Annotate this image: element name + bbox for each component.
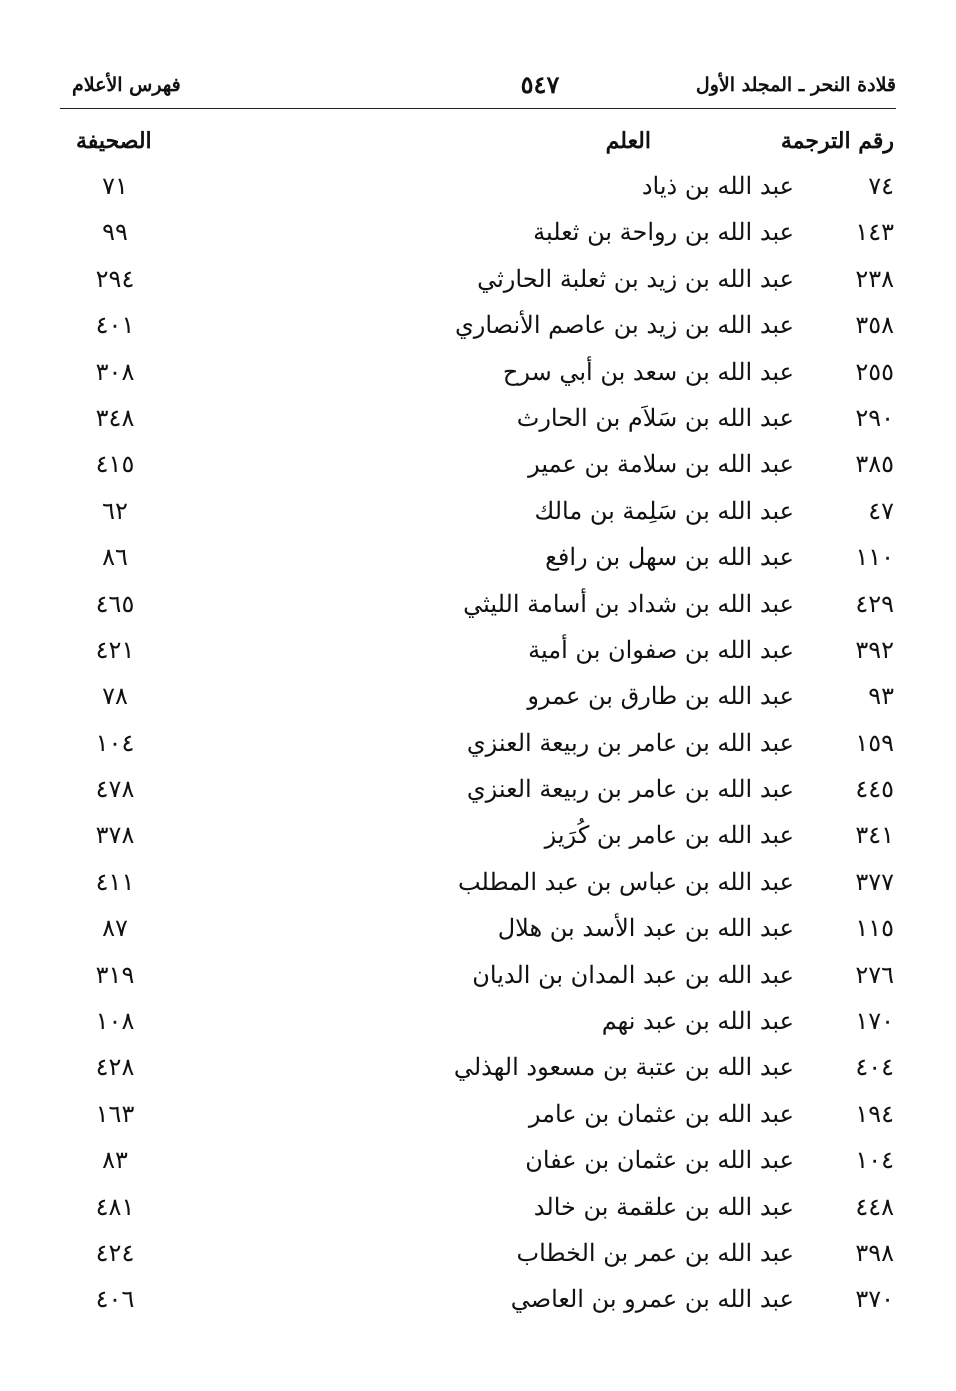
- person-name: عبد الله بن صفوان بن أمية: [528, 635, 794, 664]
- table-row: [60, 495, 896, 541]
- entry-number: ١٩٤: [855, 1099, 894, 1128]
- index-table: [60, 170, 896, 1330]
- entry-number: ٣٥٨: [855, 311, 894, 340]
- column-heading-name: العلم: [605, 128, 651, 154]
- person-name: عبد الله بن عمر بن الخطاب: [516, 1238, 794, 1267]
- table-row: [60, 216, 896, 262]
- entry-number: ٤٧: [868, 496, 894, 525]
- table-row: [60, 1051, 896, 1097]
- person-name: عبد الله بن سَلاَم بن الحارث: [516, 403, 794, 432]
- entry-number: ٣٧٠: [855, 1285, 894, 1314]
- table-row: [60, 1005, 896, 1051]
- page-reference: ٨٧: [102, 914, 128, 943]
- person-name: عبد الله بن عباس بن عبد المطلب: [457, 867, 794, 896]
- book-title: قلادة النحر ـ المجلد الأول: [695, 74, 896, 96]
- page-reference: ٩٩: [102, 218, 128, 247]
- person-name: عبد الله بن عامر بن ربيعة العنزي: [466, 775, 794, 804]
- page-reference: ٤٢٤: [95, 1238, 135, 1267]
- entry-number: ٢٧٦: [855, 960, 894, 989]
- page-reference: ١٠٤: [95, 728, 135, 757]
- table-row: [60, 541, 896, 587]
- entry-number: ١٠٤: [855, 1146, 894, 1175]
- table-row: [60, 819, 896, 865]
- running-header: [60, 70, 896, 104]
- page-reference: ٤٠٦: [95, 1285, 135, 1314]
- table-row: [60, 634, 896, 680]
- table-row: [60, 356, 896, 402]
- entry-number: ٣٨٥: [855, 450, 894, 479]
- person-name: عبد الله بن شداد بن أسامة الليثي: [463, 589, 794, 618]
- page-reference: ٤٧٨: [95, 775, 135, 804]
- page-reference: ٤٨١: [95, 1192, 135, 1221]
- table-row: [60, 959, 896, 1005]
- person-name: عبد الله بن عبد المدان بن الديان: [472, 960, 794, 989]
- entry-number: ٢٥٥: [855, 357, 894, 386]
- table-row: [60, 912, 896, 958]
- page-reference: ٦٢: [102, 496, 128, 525]
- page-reference: ٤٦٥: [95, 589, 135, 618]
- page-reference: ١٠٨: [95, 1007, 135, 1036]
- person-name: عبد الله بن سلامة بن عمير: [528, 450, 794, 479]
- page-reference: ٣٧٨: [95, 821, 135, 850]
- entry-number: ٣٧٧: [855, 867, 894, 896]
- table-row: [60, 866, 896, 912]
- entry-number: ١٧٠: [855, 1007, 894, 1036]
- entry-number: ١٤٣: [855, 218, 894, 247]
- page-reference: ٨٣: [102, 1146, 128, 1175]
- entry-number: ٤٢٩: [855, 589, 894, 618]
- entry-number: ١١٥: [855, 914, 894, 943]
- table-row: [60, 1144, 896, 1190]
- person-name: عبد الله بن عتبة بن مسعود الهذلي: [453, 1053, 794, 1082]
- entry-number: ٤٠٤: [855, 1053, 894, 1082]
- table-row: [60, 263, 896, 309]
- table-row: [60, 402, 896, 448]
- page-reference: ٧٨: [102, 682, 128, 711]
- table-row: [60, 170, 896, 216]
- page-reference: ٣٠٨: [95, 357, 135, 386]
- entry-number: ٣٩٢: [855, 635, 894, 664]
- entry-number: ٤٤٨: [855, 1192, 894, 1221]
- person-name: عبد الله بن عمرو بن العاصي: [510, 1285, 794, 1314]
- table-row: [60, 1098, 896, 1144]
- column-heading-page: الصحيفة: [76, 128, 152, 154]
- person-name: عبد الله بن عبد الأسد بن هلال: [497, 914, 794, 943]
- table-row: [60, 680, 896, 726]
- page-reference: ٧١: [102, 172, 128, 200]
- table-row: [60, 309, 896, 355]
- entry-number: ٤٤٥: [855, 775, 894, 804]
- page-reference: ٤٢١: [95, 635, 135, 664]
- entry-number: ٣٤١: [855, 821, 894, 850]
- entry-number: ١١٠: [855, 543, 894, 572]
- person-name: عبد الله بن عثمان بن عفان: [525, 1146, 794, 1175]
- person-name: عبد الله بن سعد بن أبي سرح: [502, 357, 794, 386]
- table-row: [60, 1237, 896, 1283]
- person-name: عبد الله بن زيد بن ثعلبة الحارثي: [477, 264, 794, 293]
- table-row: [60, 773, 896, 819]
- person-name: عبد الله بن سهل بن رافع: [545, 543, 794, 572]
- person-name: عبد الله بن عثمان بن عامر: [528, 1099, 794, 1128]
- person-name: عبد الله بن طارق بن عمرو: [527, 682, 794, 711]
- page-reference: ٤١٥: [95, 450, 135, 479]
- table-row: [60, 588, 896, 634]
- section-title: فهرس الأعلام: [72, 74, 181, 96]
- entry-number: ٢٩٠: [855, 403, 894, 432]
- person-name: عبد الله بن زيد بن عاصم الأنصاري: [454, 311, 794, 340]
- page-reference: ١٦٣: [95, 1099, 135, 1128]
- page-reference: ٣١٩: [95, 960, 135, 989]
- table-row: [60, 1191, 896, 1237]
- entry-number: ٢٣٨: [855, 264, 894, 293]
- page-reference: ٣٤٨: [95, 403, 135, 432]
- person-name: عبد الله بن عامر بن ربيعة العنزي: [466, 728, 794, 757]
- table-row: [60, 727, 896, 773]
- column-heading-entry-number: رقم الترجمة: [780, 128, 894, 154]
- entry-number: ١٥٩: [855, 728, 894, 757]
- person-name: عبد الله بن عبد نهم: [601, 1007, 794, 1036]
- entry-number: ٧٤: [868, 172, 894, 200]
- page-reference: ٢٩٤: [95, 264, 135, 293]
- page-reference: ٨٦: [102, 543, 128, 572]
- person-name: عبد الله بن علقمة بن خالد: [533, 1192, 794, 1221]
- page-reference: ٤١١: [95, 867, 135, 896]
- person-name: عبد الله بن ذياد: [641, 172, 794, 200]
- header-divider: [60, 108, 896, 109]
- person-name: عبد الله بن رواحة بن ثعلبة: [533, 218, 794, 247]
- table-row: [60, 1283, 896, 1329]
- entry-number: ٣٩٨: [855, 1238, 894, 1267]
- person-name: عبد الله بن سَلِمة بن مالك: [534, 496, 794, 525]
- page-reference: ٤٠١: [95, 311, 135, 340]
- person-name: عبد الله بن عامر بن كُرَيز: [544, 821, 794, 850]
- entry-number: ٩٣: [868, 682, 894, 711]
- page-reference: ٤٢٨: [95, 1053, 135, 1082]
- page-number: ٥٤٧: [520, 70, 560, 99]
- table-row: [60, 448, 896, 494]
